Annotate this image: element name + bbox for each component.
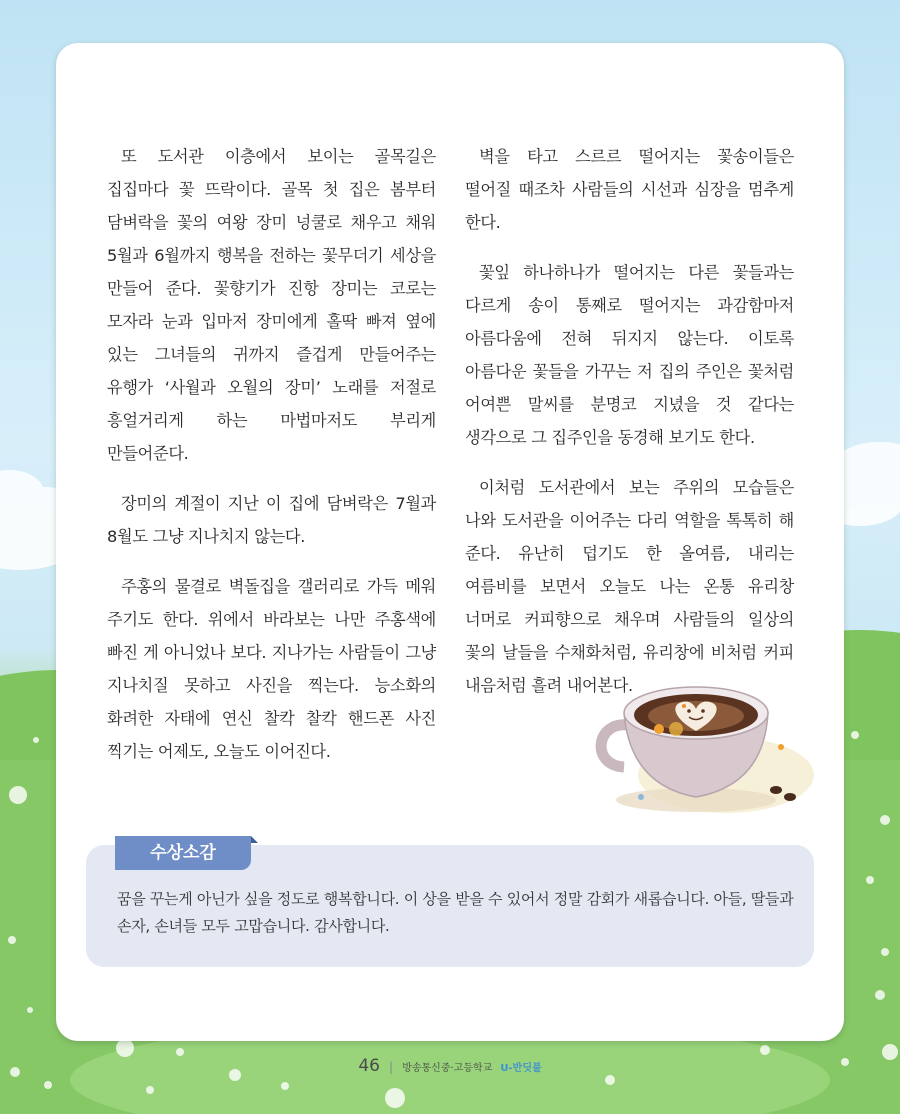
orange-dot-icon	[778, 744, 784, 750]
award-review-text: 꿈을 꾸는게 아닌가 싶을 정도로 행복합니다. 이 상을 받을 수 있어서 정말 감회가 새롭습니다. 아들, 딸들과 손자, 손녀들 모두 고맙습니다. 감사합니다.	[117, 890, 794, 935]
page-number: 46	[358, 1056, 380, 1076]
orange-dot-icon	[669, 722, 683, 736]
article-card	[56, 43, 844, 1041]
article-paragraph: 벽을 타고 스르르 떨어지는 꽃송이들은 떨어질 때조차 사람들의 시선과 심장을 멈추게 한다.	[465, 147, 794, 232]
article-column-right	[465, 140, 794, 719]
article-column-left	[107, 140, 436, 785]
article-paragraph: 장미의 계절이 지난 이 집에 담벼락은 7월과 8월도 그냥 지나치지 않는다.	[107, 494, 436, 546]
tab-fold-corner	[251, 836, 258, 843]
orange-dot-icon	[654, 724, 664, 734]
blue-dot-icon	[638, 794, 644, 800]
footer-separator: |	[389, 1060, 394, 1074]
magazine-name: U-반딧불	[500, 1063, 542, 1074]
heart-eye-icon	[701, 709, 705, 713]
coffee-bean-icon	[770, 786, 782, 794]
cup-handle	[601, 725, 628, 767]
article-paragraph: 꽃잎 하나하나가 떨어지는 다른 꽃들과는 다르게 송이 통째로 떨어지는 과감함마저 아름다움에 전혀 뒤지지 않는다. 이토록 아름다운 꽃들을 가꾸는 저 집의 주인은 꽃처럼 어여쁜 말씨를 분명코 지녔을 것 같다는 생각으로 그 집주인을 동경해 보기도 한다.	[465, 263, 794, 447]
award-review-tab: 수상소감	[115, 836, 251, 870]
article-paragraph: 주홍의 물결로 벽돌집을 갤러리로 가득 메워 주기도 한다. 위에서 바라보는 나만 주홍색에 빠진 게 아니었나 보다. 지나가는 사람들이 그냥 지나치질 못하고 사진을 찍는다. 능소화의 화려한 자태에 연신 찰칵 찰칵 핸드폰 사진 찍기는 어제도, 오늘도 이어진다.	[107, 577, 436, 761]
school-name: 방송통신중·고등학교	[402, 1063, 493, 1074]
coffee-bean-icon	[784, 793, 796, 801]
page-footer	[0, 1056, 900, 1076]
coffee-cup-illustration	[576, 655, 816, 820]
orange-dot-icon	[682, 704, 686, 708]
article-paragraph: 또 도서관 이층에서 보이는 골목길은 집집마다 꽃 뜨락이다. 골목 첫 집은 봄부터 담벼락을 꽃의 여왕 장미 넝쿨로 채우고 채워 5월과 6월까지 행복을 전하는 꽃무더기 세상을 만들어 준다. 꽃향기가 진항 장미는 코로는 모자라 눈과 입마저 장미에게 홀딱 빠져 옆에 있는 그녀들의 귀까지 즐겁게 만들어주는 유행가 ‘사월과 오월의 장미’ 노래를 저절로 흥얼거리게 하는 마법마저도 부리게 만들어준다.	[107, 147, 436, 463]
heart-eye-icon	[687, 709, 691, 713]
article-paragraph: 이처럼 도서관에서 보는 주위의 모습들은 나와 도서관을 이어주는 다리 역할을 톡톡히 해 준다. 유난히 덥기도 한 올여름, 내리는 여름비를 보면서 오늘도 나는 온통 유리창 너머로 커피향으로 채우며 사람들의 일상의 꽃의 날들을 수채화처럼, 유리창에 비처럼 커피 내음처럼 흘려 내어본다.	[465, 478, 794, 695]
